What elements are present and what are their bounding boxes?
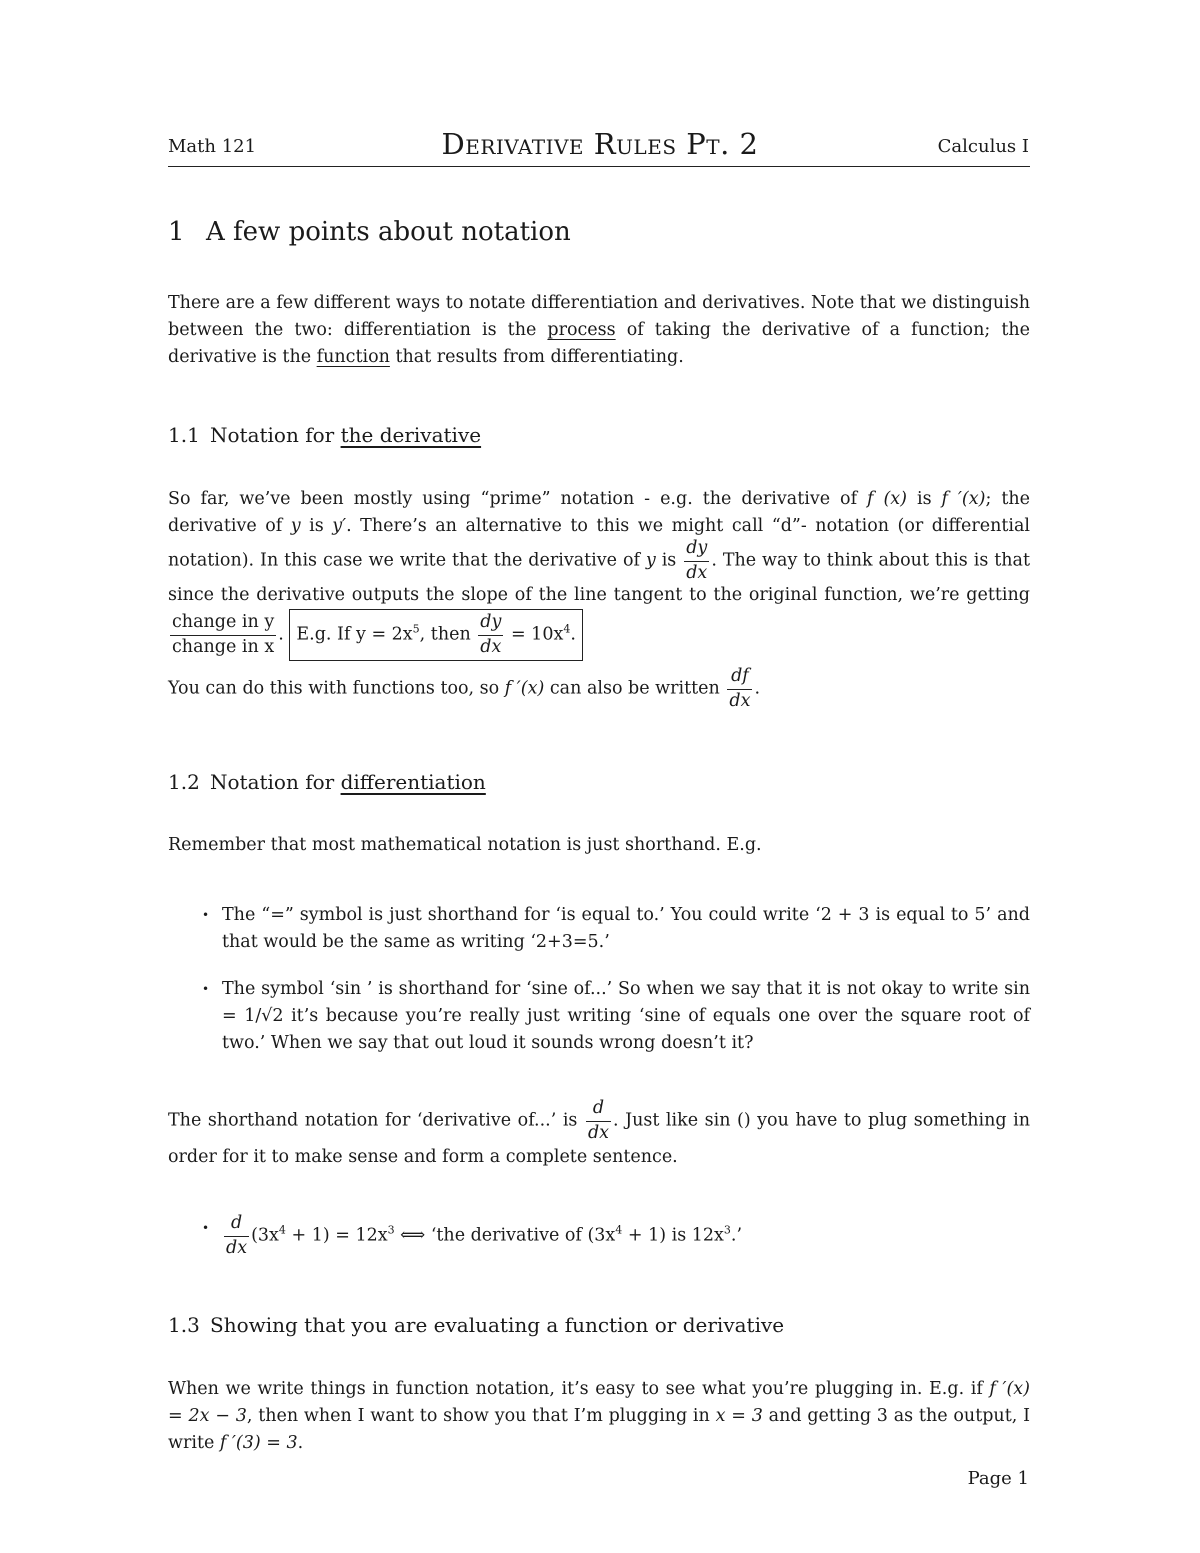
text: is <box>300 516 333 536</box>
subsection-number: 1.1 <box>168 423 200 447</box>
evaluation-paragraph <box>168 1376 1030 1457</box>
list-item <box>200 1215 1030 1257</box>
text: , then when I want to show you that I’m plugging in <box>246 1406 716 1426</box>
text: that results from differentiating. <box>389 347 684 367</box>
text: + 1) is 12x <box>622 1225 724 1246</box>
text: , then <box>419 624 477 645</box>
text: . Just like sin () you have to plug something in order for it to make sense and form a complete sentence. <box>168 1110 1030 1167</box>
math: f ′(x) = 2x − 3 <box>168 1379 1030 1426</box>
underlined-term: process <box>547 320 616 340</box>
shorthand-paragraph: Remember that most mathematical notation is just shorthand. E.g. <box>168 835 762 855</box>
numerator: dy <box>478 614 503 636</box>
subsection-heading-1-2 <box>168 770 486 794</box>
text: and getting 3 as the output, I write <box>168 1406 1030 1453</box>
text: There are a few different ways to notate differentiation and derivatives. Note that we distinguish between the two: differentiation is the <box>168 293 1031 340</box>
fraction-d-dx <box>224 1215 249 1257</box>
text: E.g. If y = 2x <box>296 624 413 645</box>
numerator: d <box>586 1100 611 1122</box>
text: .’ <box>730 1225 743 1246</box>
page-title: Derivative Rules Pt. 2 <box>441 127 759 161</box>
derivative-example-list <box>200 1215 1030 1277</box>
subsection-title-underlined: differentiation <box>340 770 486 794</box>
math: y <box>645 550 656 571</box>
list-item: • The symbol ‘sin ’ is shorthand for ‘sine of...’ So when we say that it is not okay to write sin = 1/√2 it’s because you’re really just writing ‘sine of equals one over the square root of two.’ When we say that out loud it sounds wrong doesn’t it? <box>200 976 1030 1057</box>
header-course: Math 121 <box>168 136 257 157</box>
denominator: dx <box>587 1122 610 1143</box>
text: The shorthand notation for ‘derivative of...’ is <box>168 1110 584 1131</box>
numerator: df <box>727 668 752 690</box>
math: x = 3 <box>715 1406 763 1426</box>
text: . <box>754 678 761 699</box>
exponent: 4 <box>563 622 571 636</box>
text: is <box>655 550 683 571</box>
subsection-number: 1.3 <box>168 1313 200 1337</box>
text: of taking the derivative of a function; the derivative is the <box>168 320 1030 367</box>
exponent: 3 <box>387 1223 395 1237</box>
math: f ′(3) = 3 <box>219 1433 298 1453</box>
numerator: • d <box>224 1215 249 1237</box>
math: f ′(x) <box>504 678 545 699</box>
numerator: change in y <box>170 614 276 636</box>
exponent: 4 <box>615 1223 623 1237</box>
math: y <box>290 516 301 536</box>
derivative-of-paragraph <box>168 1100 1030 1172</box>
intro-paragraph <box>168 290 1030 371</box>
text: So far, we’ve been mostly using “prime” notation - e.g. the derivative of <box>168 489 868 509</box>
numerator: dy <box>684 540 709 562</box>
text: . <box>297 1433 304 1453</box>
subsection-title: Notation for <box>210 770 341 794</box>
exponent: 4 <box>278 1223 286 1237</box>
math: f (x) <box>867 489 907 509</box>
math: y′ <box>332 516 347 536</box>
text: is <box>907 489 942 509</box>
example-box <box>289 609 583 661</box>
header-subject: Calculus I <box>937 136 1029 157</box>
text: When we write things in function notation, it’s easy to see what you’re plugging in. E.g. if <box>168 1379 990 1399</box>
shorthand-bullet-list <box>200 902 1030 1077</box>
section-title: A few points about notation <box>206 217 571 247</box>
prime-notation-paragraph <box>168 486 1030 661</box>
fraction-dy-dx <box>684 540 709 582</box>
subsection-number: 1.2 <box>168 770 200 794</box>
text: . <box>278 624 284 645</box>
text: . The way to think about this is that since the derivative outputs the slope of the line tangent to the original function, we’re getting <box>168 550 1030 605</box>
math: f ′(x) <box>941 489 986 509</box>
text: . There’s an alternative to this we might call “d”- notation (or differential notation). In this case we write that the derivative of <box>168 516 1030 571</box>
fraction-d-dx <box>586 1100 611 1142</box>
subsection-heading-1-3 <box>168 1313 784 1337</box>
text: You can do this with functions too, so <box>168 678 505 699</box>
text: ⟺ ‘the derivative of (3x <box>394 1225 616 1246</box>
subsection-title-underlined: the derivative <box>340 423 482 447</box>
text: . <box>570 624 576 645</box>
page-number: Page 1 <box>967 1468 1029 1489</box>
fraction-dy-dx <box>478 614 503 656</box>
list-item: • The “=” symbol is just shorthand for ‘is equal to.’ You could write ‘2 + 3 is equal to 5’ and that would be the same as writing ‘2+3=5.’ <box>200 902 1030 956</box>
underlined-term: function <box>316 347 390 367</box>
subsection-title: Showing that you are evaluating a function or derivative <box>210 1313 785 1337</box>
exponent: 5 <box>412 622 420 636</box>
denominator: change in x <box>172 636 275 657</box>
fraction-df-dx <box>727 668 752 710</box>
math: + 1) = 12x <box>285 1225 388 1246</box>
header-rule <box>168 166 1030 167</box>
subsection-title: Notation for <box>210 423 341 447</box>
text: = 10x <box>505 624 564 645</box>
text: ; the derivative of <box>168 489 1030 536</box>
denominator: dx <box>729 690 751 711</box>
denominator: dx <box>480 636 502 657</box>
section-number: 1 <box>168 217 185 247</box>
math: (3x <box>251 1225 279 1246</box>
denominator: dx <box>686 562 708 583</box>
subsection-heading-1-1 <box>168 423 481 447</box>
section-heading <box>168 217 571 247</box>
denominator: dx <box>226 1237 248 1258</box>
fraction-change <box>170 614 276 656</box>
function-d-notation-paragraph <box>168 668 1030 710</box>
text: can also be written <box>544 678 726 699</box>
exponent: 3 <box>723 1223 731 1237</box>
